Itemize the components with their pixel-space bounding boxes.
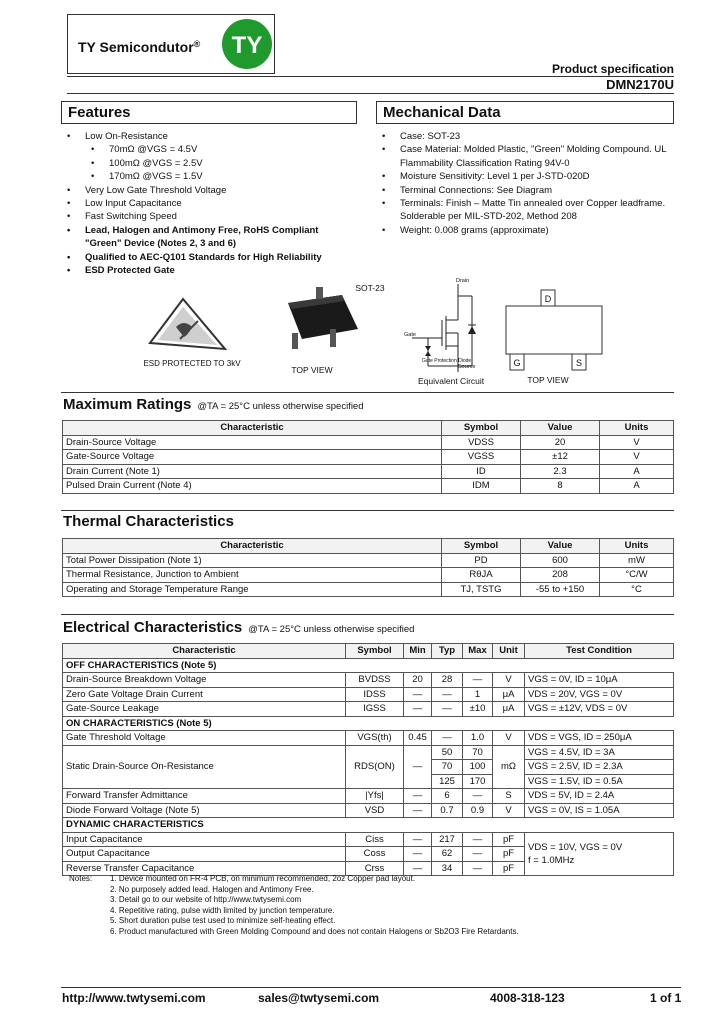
cell-max: — [463,847,493,862]
svg-text:TY: TY [231,32,263,59]
divider [61,392,674,393]
cell-symbol: IDM [442,479,521,494]
feature-item: • Low Input Capacitance [61,197,357,210]
group-row [63,818,674,833]
note-item: 2. No purposely added lead. Halogen and Antimony Free. [110,884,314,894]
electrical-title: Electrical Characteristics @TA = 25°C unless otherwise specified [63,619,415,636]
cell-test-condition: VGS = ±12V, VDS = 0V [525,702,674,717]
cell-min: — [404,789,432,804]
top-view-label-1: TOP VIEW [291,365,333,375]
note-item: 5. Short duration pulse test used to minimize self-heating effect. [110,916,336,925]
cell-characteristic: Thermal Resistance, Junction to Ambient [63,568,442,583]
cell-min: — [404,861,432,876]
col-test-condition: Test Condition [525,644,674,659]
table-row [63,553,674,568]
cell-characteristic: Diode Forward Voltage (Note 5) [63,803,346,818]
cell-characteristic: Operating and Storage Temperature Range [63,582,442,597]
cell-value: -55 to +150 [521,582,600,597]
cell-symbol: Crss [346,861,404,876]
cell-characteristic: Input Capacitance [63,832,346,847]
table-row [63,568,674,583]
cell-max: 100 [463,760,493,775]
cell-test-condition: VDS = 5V, ID = 2.4A [525,789,674,804]
cell-symbol: TJ, TSTG [442,582,521,597]
gate-protection-label: Gate Protection Diode [422,358,472,364]
header-divider-2 [67,93,674,94]
cell-unit: pF [493,847,525,862]
col-symbol: Symbol [442,539,521,554]
cell-typ: 50 [432,745,463,760]
features-title: Features [61,101,357,123]
cell-min: 20 [404,673,432,688]
max-ratings-table [62,420,674,494]
notes-list [110,874,670,937]
divider [61,510,674,511]
brand-name: TY Semicondutor® [78,39,201,55]
cell-value: 20 [521,435,600,450]
cell-unit: pF [493,861,525,876]
feature-item: • Low On-Resistance [61,130,357,143]
table-row [63,582,674,597]
cell-value: 2.3 [521,464,600,479]
cell-characteristic: Zero Gate Voltage Drain Current [63,687,346,702]
cell-max: 0.9 [463,803,493,818]
cell-value: 8 [521,479,600,494]
cell-min: — [404,745,432,789]
drain-label: Drain [456,278,470,284]
footer-page: 1 of 1 [650,991,682,1005]
cell-symbol: BVDSS [346,673,404,688]
cell-test-condition [525,832,674,876]
cell-characteristic: Reverse Transfer Capacitance [63,861,346,876]
mechanical-item: • Terminal Connections: See Diagram [376,184,674,197]
cell-test-condition: VGS = 4.5V, ID = 3A [525,745,674,760]
cell-symbol: RθJA [442,568,521,583]
cell-max: — [463,789,493,804]
header-divider [67,76,674,77]
source-label: Source [458,364,476,370]
cell-min: — [404,847,432,862]
package-label: SOT-23 [355,283,385,293]
cell-unit: mΩ [493,745,525,789]
cell-symbol: VGS(th) [346,731,404,746]
cell-units: A [600,464,674,479]
cell-min: — [404,702,432,717]
pin-diagram [500,284,610,386]
doc-type: Product specification [551,62,674,76]
cell-symbol: Coss [346,847,404,862]
table-row [63,673,674,688]
cell-characteristic: Drain-Source Voltage [63,435,442,450]
cell-max: ±10 [463,702,493,717]
cell-test-condition: VGS = 0V, IS = 1.05A [525,803,674,818]
group-row [63,658,674,673]
equivalent-circuit-label: Equivalent Circuit [418,376,485,386]
cell-symbol: VSD [346,803,404,818]
cell-unit: V [493,731,525,746]
col-units: Units [600,421,674,436]
mechanical-item: • Terminals: Finish – Matte Tin annealed over Copper leadframe. Solderable per MIL-STD-202, Method 208 [376,197,674,224]
features-list [61,123,357,277]
feature-item: • 100mΩ @VGS = 2.5V [61,157,357,170]
table-row [63,832,674,847]
cell-typ: 70 [432,760,463,775]
footer-email[interactable]: sales@twtysemi.com [258,991,380,1005]
feature-item: • 70mΩ @VGS = 4.5V [61,143,357,156]
cell-typ: — [432,687,463,702]
mechanical-title: Mechanical Data [376,101,674,123]
col-characteristic: Characteristic [63,644,346,659]
notes-label: Notes: [69,874,93,883]
col-symbol: Symbol [442,421,521,436]
cell-typ: 28 [432,673,463,688]
cell-characteristic: Forward Transfer Admittance [63,789,346,804]
cell-max: — [463,673,493,688]
note-item: 1. Device mounted on FR-4 PCB, on minimum recommended, 2oz Copper pad layout. [110,874,416,883]
cell-min: — [404,832,432,847]
col-units: Units [600,539,674,554]
cell-min: 0.45 [404,731,432,746]
table-row [63,450,674,465]
cell-test-condition: VGS = 2.5V, ID = 2.3A [525,760,674,775]
cell-symbol: Ciss [346,832,404,847]
note-item: 4. Repetitive rating, pulse width limited by junction temperature. [110,905,335,915]
cell-test-condition: VGS = 0V, ID = 10μA [525,673,674,688]
company-header [67,14,275,74]
cell-unit: V [493,673,525,688]
features-section [61,101,357,277]
col-characteristic: Characteristic [63,421,442,436]
cell-max: 70 [463,745,493,760]
cell-typ: — [432,731,463,746]
cell-max: 1.0 [463,731,493,746]
feature-item: • Fast Switching Speed [61,210,357,223]
cell-unit: μA [493,687,525,702]
thermal-title: Thermal Characteristics [63,513,234,530]
cell-units: V [600,435,674,450]
cell-value: 600 [521,553,600,568]
note-item: 6. Product manufactured with Green Molding Compound and does not contain Halogens or Sb2O3 Fire Retardants. [110,926,519,936]
cell-symbol: PD [442,553,521,568]
pin-d: D [544,294,552,304]
cell-units: °C [600,582,674,597]
mechanical-item: • Case Material: Molded Plastic, "Green" Molding Compound. UL Flammability Classification Rating 94V-0 [376,143,674,170]
cell-min: — [404,803,432,818]
cell-characteristic: Drain-Source Breakdown Voltage [63,673,346,688]
feature-item: • Lead, Halogen and Antimony Free, RoHS Compliant "Green" Device (Notes 2, 3 and 6) [61,224,357,251]
cell-characteristic: Static Drain-Source On-Resistance [63,745,346,789]
feature-item: • ESD Protected Gate [61,264,357,277]
cell-characteristic: Output Capacitance [63,847,346,862]
col-max: Max [463,644,493,659]
divider [61,614,674,615]
footer-divider [61,987,681,988]
table-row [63,435,674,450]
col-value: Value [521,539,600,554]
cell-characteristic: Gate-Source Leakage [63,702,346,717]
cell-typ: 62 [432,847,463,862]
mechanical-section [376,101,674,237]
mechanical-item: • Case: SOT-23 [376,130,674,143]
cell-typ: — [432,702,463,717]
cell-max: — [463,861,493,876]
cell-test-condition: VDS = VGS, ID = 250μA [525,731,674,746]
cell-symbol: |Yfs| [346,789,404,804]
cell-symbol: ID [442,464,521,479]
table-row [63,731,674,746]
cell-test-condition: VGS = 1.5V, ID = 0.5A [525,774,674,789]
cell-typ: 6 [432,789,463,804]
cell-unit: S [493,789,525,804]
cell-unit: μA [493,702,525,717]
col-typ: Typ [432,644,463,659]
table-row [63,702,674,717]
cell-unit: V [493,803,525,818]
cell-value: ±12 [521,450,600,465]
mechanical-item: • Weight: 0.008 grams (approximate) [376,224,674,237]
cell-max: 170 [463,774,493,789]
equivalent-circuit [398,276,498,388]
cell-characteristic: Drain Current (Note 1) [63,464,442,479]
cell-min: — [404,687,432,702]
table-row [63,464,674,479]
cell-unit: pF [493,832,525,847]
cell-characteristic: Total Power Dissipation (Note 1) [63,553,442,568]
top-view-label-2: TOP VIEW [527,375,569,385]
group-label: OFF CHARACTERISTICS (Note 5) [63,658,674,673]
cell-symbol: VDSS [442,435,521,450]
test-line: VDS = 10V, VGS = 0V [528,841,623,853]
col-min: Min [404,644,432,659]
cell-units: mW [600,553,674,568]
cell-test-condition: VDS = 20V, VGS = 0V [525,687,674,702]
cell-max: — [463,832,493,847]
group-row [63,716,674,731]
cell-characteristic: Gate-Source Voltage [63,450,442,465]
test-line: f = 1.0MHz [528,854,575,866]
cell-symbol: VGSS [442,450,521,465]
thermal-table [62,538,674,597]
cell-characteristic: Pulsed Drain Current (Note 4) [63,479,442,494]
sot23-package [272,281,392,375]
cell-typ: 0.7 [432,803,463,818]
cell-units: A [600,479,674,494]
table-row [63,803,674,818]
max-ratings-title: Maximum Ratings @TA = 25°C unless otherwise specified [63,396,364,413]
col-unit: Unit [493,644,525,659]
electrical-table [62,643,674,876]
group-label: DYNAMIC CHARACTERISTICS [63,818,674,833]
table-row [63,745,674,760]
table-row [63,479,674,494]
footer-website[interactable]: http://www.twtysemi.com [62,991,206,1005]
note-item: 3. Detail go to our website of http://www.twtysemi.com [110,895,302,904]
cell-units: °C/W [600,568,674,583]
col-symbol: Symbol [346,644,404,659]
pin-g: G [513,358,521,368]
table-row [63,789,674,804]
feature-item: • Very Low Gate Threshold Voltage [61,184,357,197]
cell-symbol: RDS(ON) [346,745,404,789]
esd-symbol [140,283,260,373]
mechanical-item: • Moisture Sensitivity: Level 1 per J-STD-020D [376,170,674,183]
mechanical-list [376,123,674,237]
feature-item: • Qualified to AEC-Q101 Standards for High Reliability [61,251,357,264]
ty-logo [220,17,274,71]
footer-phone: 4008-318-123 [490,991,565,1005]
part-number: DMN2170U [606,77,674,92]
cell-max: 1 [463,687,493,702]
cell-typ: 125 [432,774,463,789]
cell-units: V [600,450,674,465]
feature-item: • 170mΩ @VGS = 1.5V [61,170,357,183]
cell-characteristic: Gate Threshold Voltage [63,731,346,746]
table-row [63,687,674,702]
cell-symbol: IDSS [346,687,404,702]
col-characteristic: Characteristic [63,539,442,554]
cell-value: 208 [521,568,600,583]
col-value: Value [521,421,600,436]
esd-caption: ESD PROTECTED TO 3kV [143,359,241,368]
cell-symbol: IGSS [346,702,404,717]
gate-label: Gate [404,332,416,338]
cell-typ: 217 [432,832,463,847]
pin-s: S [575,358,583,368]
group-label: ON CHARACTERISTICS (Note 5) [63,716,674,731]
cell-typ: 34 [432,861,463,876]
